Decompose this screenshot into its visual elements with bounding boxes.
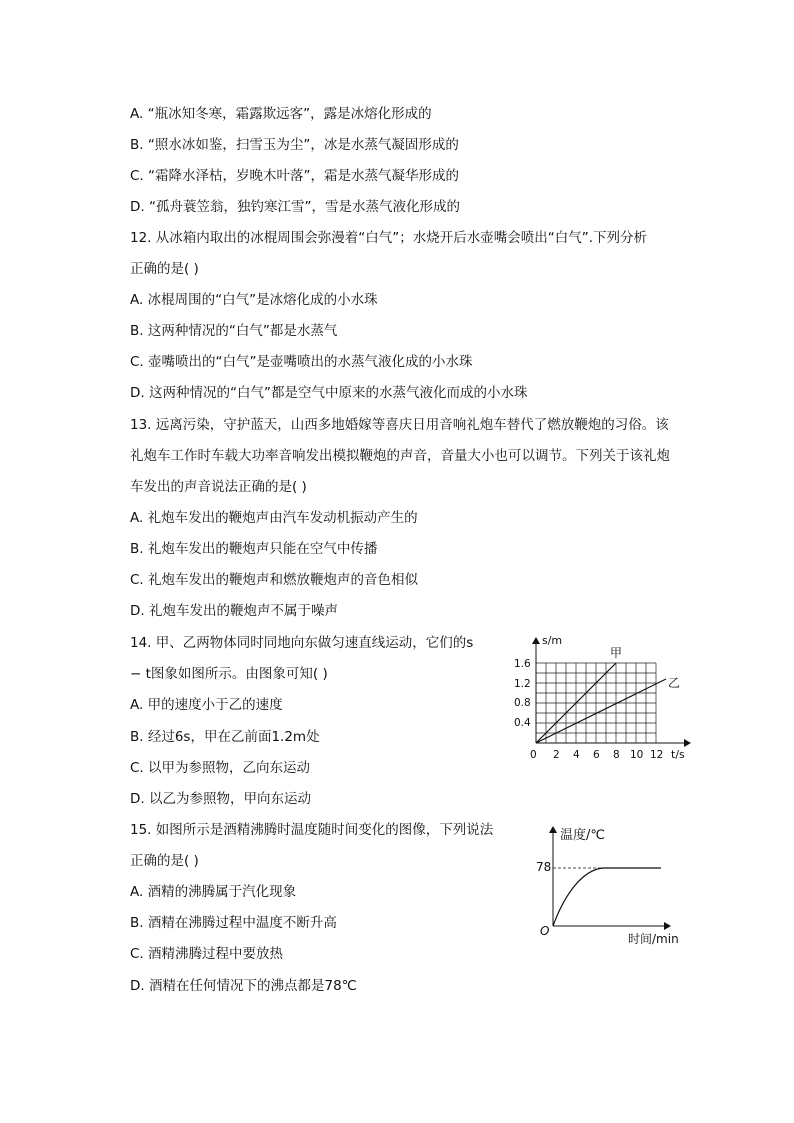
q14-x-tick-12: 12: [650, 749, 664, 761]
q11-option-b: B. “照水冰如鉴，扫雪玉为尘”，冰是水蒸气凝固形成的: [130, 137, 459, 153]
q14-x-tick-6: 6: [593, 749, 600, 761]
q12-option-d: D. 这两种情况的“白气”都是空气中原来的水蒸气液化而成的小水珠: [130, 385, 528, 401]
q15-stem-line1: 15. 如图所示是酒精沸腾时温度随时间变化的图像，下列说法: [130, 822, 494, 838]
q15-x-label: 时间/min: [628, 932, 679, 946]
q15-y-label: 温度/℃: [560, 828, 605, 843]
q14-y-label: s/m: [542, 634, 563, 647]
q14-x-tick-4: 4: [573, 749, 580, 761]
q13-stem-line1: 13. 远离污染，守护蓝天，山西多地婚嫁等喜庆日用音响礼炮车替代了燃放鞭炮的习俗。该: [130, 417, 669, 433]
q12-option-b: B. 这两种情况的“白气”都是水蒸气: [130, 323, 338, 339]
q14-x-label: t/s: [671, 748, 685, 761]
q15-y-tick-78: 78: [536, 860, 552, 874]
q14-grid: [536, 663, 656, 743]
q15-origin-label: O: [540, 924, 550, 938]
q14-x-tick-8: 8: [613, 749, 620, 761]
q14-series-label-yi: 乙: [668, 676, 681, 690]
q13-option-b: B. 礼炮车发出的鞭炮声只能在空气中传播: [130, 541, 378, 557]
q14-option-a: A. 甲的速度小于乙的速度: [130, 697, 283, 713]
q14-stem-line2: − t图象如图所示。由图象可知( ): [130, 666, 328, 682]
q15-option-b: B. 酒精在沸腾过程中温度不断升高: [130, 915, 337, 931]
q13-option-a: A. 礼炮车发出的鞭炮声由汽车发动机振动产生的: [130, 510, 418, 526]
q14-x-tick-2: 2: [553, 749, 560, 761]
q15-stem-line2: 正确的是( ): [130, 853, 199, 869]
q14-y-tick-1.6: 1.6: [514, 658, 531, 670]
q14-x-tick-0: 0: [530, 749, 537, 761]
q12-stem-line1: 12. 从冰箱内取出的冰棍周围会弥漫着“白气”；水烧开后水壶嘴会喷出“白气”.下列分析: [130, 230, 648, 246]
q14-option-d: D. 以乙为参照物，甲向东运动: [130, 791, 311, 807]
q13-option-c: C. 礼炮车发出的鞭炮声和燃放鞭炮声的音色相似: [130, 572, 419, 588]
q12-option-a: A. 冰棍周围的“白气”是冰熔化成的小水珠: [130, 292, 378, 308]
q14-series-yi-line: [536, 679, 666, 743]
q15-option-a: A. 酒精的沸腾属于汽化现象: [130, 884, 297, 900]
q12-option-c: C. 壶嘴喷出的“白气”是壶嘴喷出的水蒸气液化成的小水珠: [130, 354, 473, 370]
q11-option-a: A. “瓶冰知冬寒，霜露欺远客”，露是冰熔化形成的: [130, 106, 432, 122]
q13-stem-line3: 车发出的声音说法正确的是( ): [130, 479, 307, 495]
q13-option-d: D. 礼炮车发出的鞭炮声不属于噪声: [130, 603, 338, 619]
q15-option-d: D. 酒精在任何情况下的沸点都是78℃: [130, 978, 357, 994]
q14-option-b: B. 经过6s，甲在乙前面1.2m处: [130, 729, 320, 745]
q14-y-tick-0.8: 0.8: [514, 697, 531, 709]
q11-option-c: C. “霜降水泽枯，岁晚木叶落”，霜是水蒸气凝华形成的: [130, 168, 459, 184]
q14-stem-line1: 14. 甲、乙两物体同时同地向东做匀速直线运动，它们的s: [130, 635, 474, 651]
q14-x-tick-10: 10: [630, 749, 644, 761]
q15-temperature-chart: [530, 822, 700, 947]
q14-y-tick-0.4: 0.4: [514, 717, 531, 729]
q15-temperature-curve: [553, 868, 661, 926]
q14-st-chart: [510, 632, 710, 762]
q13-stem-line2: 礼炮车工作时车载大功率音响发出模拟鞭炮的声音，音量大小也可以调节。下列关于该礼炮: [130, 448, 670, 464]
q12-stem-line2: 正确的是( ): [130, 261, 199, 277]
q15-option-c: C. 酒精沸腾过程中要放热: [130, 946, 284, 962]
q11-option-d: D. “孤舟蓑笠翁，独钓寒江雪”，雪是水蒸气液化形成的: [130, 199, 460, 215]
q14-series-label-jia: 甲: [610, 646, 623, 660]
q14-option-c: C. 以甲为参照物，乙向东运动: [130, 760, 311, 776]
q14-y-tick-1.2: 1.2: [514, 678, 531, 690]
